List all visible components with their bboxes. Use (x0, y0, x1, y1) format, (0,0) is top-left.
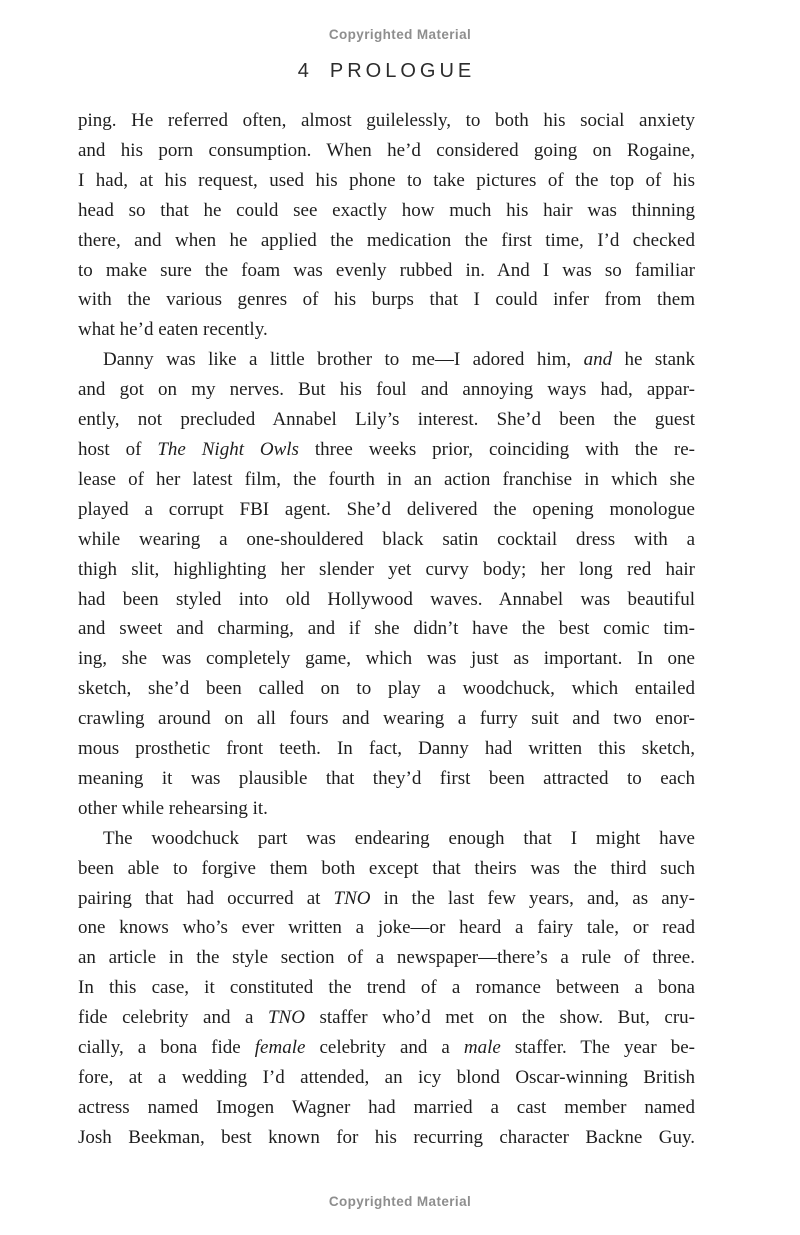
text-line (78, 704, 695, 734)
text-line (78, 734, 695, 764)
paragraph (78, 345, 695, 824)
text-line (78, 495, 695, 525)
text-line (78, 943, 695, 973)
text-segment: lease of her latest film, the fourth in an action franchise in which she (78, 468, 695, 490)
page-number: 4 (297, 60, 310, 82)
text-segment: In this case, it constituted the trend of a romance between a bona (78, 977, 695, 999)
italic-text: The Night Owls (157, 438, 299, 460)
text-line (78, 1093, 695, 1123)
text-segment: ently, not precluded Annabel Lily’s interest. She’d been the guest (78, 409, 695, 431)
text-line (78, 824, 695, 854)
text-line (78, 614, 695, 644)
text-segment: in the last few years, and, as any- (370, 887, 695, 909)
text-segment: crawling around on all fours and wearing a furry suit and two enor- (78, 708, 695, 730)
text-segment: other while rehearsing it. (78, 797, 268, 819)
text-segment: while wearing a one-shouldered black satin cocktail dress with a (78, 528, 695, 550)
text-segment: what he’d eaten recently. (78, 319, 268, 341)
italic-text: male (463, 1037, 501, 1059)
text-line (78, 1033, 695, 1063)
text-line (78, 285, 695, 315)
text-segment: fore, at a wedding I’d attended, an icy blond Oscar-winning British (78, 1067, 695, 1088)
text-segment: pairing that had occurred at (78, 887, 334, 909)
text-line (78, 525, 695, 555)
text-segment: Danny was like a little brother to me—I adored him, (103, 349, 584, 371)
italic-text: TNO (267, 1007, 305, 1029)
text-segment: fide celebrity and a (78, 1007, 268, 1029)
text-segment: sketch, she’d been called on to play a woodchuck, which entailed (78, 678, 695, 700)
text-line (78, 196, 695, 226)
running-head (78, 60, 695, 83)
text-line (78, 644, 695, 674)
italic-text: TNO (333, 887, 371, 909)
text-segment: The woodchuck part was endearing enough that I might have (103, 827, 695, 849)
text-segment: one knows who’s ever written a joke—or heard a fairy tale, or read (78, 917, 695, 939)
body-text (78, 106, 695, 1153)
text-line (78, 794, 695, 824)
text-segment: there, and when he applied the medication the first time, I’d checked (78, 229, 695, 251)
text-line (78, 106, 695, 136)
text-segment: and sweet and charming, and if she didn’t have the best comic tim- (78, 618, 695, 640)
copyright-watermark-top: Copyrighted Material (328, 27, 472, 42)
text-line (78, 913, 695, 943)
paragraph (78, 824, 695, 1153)
text-segment: played a corrupt FBI agent. She’d delivered the opening monologue (78, 498, 695, 520)
text-line (78, 1003, 695, 1033)
text-segment: staffer. The year be- (500, 1037, 695, 1059)
text-segment: ing, she was completely game, which was just as important. In one (78, 648, 695, 670)
text-line (78, 1123, 695, 1153)
text-line (78, 884, 695, 914)
text-line (78, 585, 695, 615)
text-segment: and got on my nerves. But his foul and annoying ways had, appar- (78, 379, 695, 401)
text-line (78, 555, 695, 585)
text-segment: thigh slit, highlighting her slender yet curvy body; her long red hair (78, 558, 695, 580)
text-segment: he stank (612, 349, 696, 371)
text-line (78, 465, 695, 495)
text-segment: been able to forgive them both except that theirs was the third such (78, 857, 695, 879)
copyright-watermark-bottom: Copyrighted Material (328, 1194, 472, 1209)
text-line (78, 1063, 695, 1093)
text-line (78, 854, 695, 884)
chapter-title: PROLOGUE (329, 60, 476, 82)
text-segment: staffer who’d met on the show. But, cru- (304, 1007, 695, 1029)
text-line (78, 136, 695, 166)
text-segment: had been styled into old Hollywood waves. Annabel was beautiful (78, 588, 695, 610)
text-line (78, 226, 695, 256)
italic-text: female (254, 1037, 306, 1059)
text-line (78, 674, 695, 704)
text-line (78, 315, 695, 345)
text-line (78, 435, 695, 465)
text-segment: mous prosthetic front teeth. In fact, Danny had written this sketch, (78, 738, 695, 760)
text-segment: cially, a bona fide (78, 1037, 255, 1059)
text-segment: an article in the style section of a newspaper—there’s a rule of three. (78, 947, 695, 969)
text-line (78, 973, 695, 1003)
text-segment: ping. He referred often, almost guilelessly, to both his social anxiety (78, 110, 695, 131)
text-segment: with the various genres of his burps that I could infer from them (78, 289, 695, 311)
text-line (78, 345, 695, 375)
text-segment: I had, at his request, used his phone to take pictures of the top of his (78, 169, 695, 191)
text-segment: to make sure the foam was evenly rubbed in. And I was so familiar (78, 259, 695, 281)
text-segment: actress named Imogen Wagner had married a cast member named (78, 1096, 695, 1118)
text-segment: Josh Beekman, best known for his recurring character Backne Guy. (78, 1126, 695, 1148)
text-line (78, 166, 695, 196)
text-line (78, 256, 695, 286)
text-segment: host of (78, 438, 158, 460)
paragraph (78, 106, 695, 345)
text-segment: celebrity and a (305, 1037, 464, 1059)
text-segment: head so that he could see exactly how much his hair was thinning (78, 199, 695, 221)
text-segment: meaning it was plausible that they’d first been attracted to each (78, 767, 695, 789)
text-line (78, 375, 695, 405)
text-segment: and his porn consumption. When he’d considered going on Rogaine, (78, 139, 695, 161)
text-line (78, 405, 695, 435)
italic-text: and (583, 349, 613, 371)
text-line (78, 764, 695, 794)
text-segment: three weeks prior, coinciding with the re- (298, 438, 695, 460)
